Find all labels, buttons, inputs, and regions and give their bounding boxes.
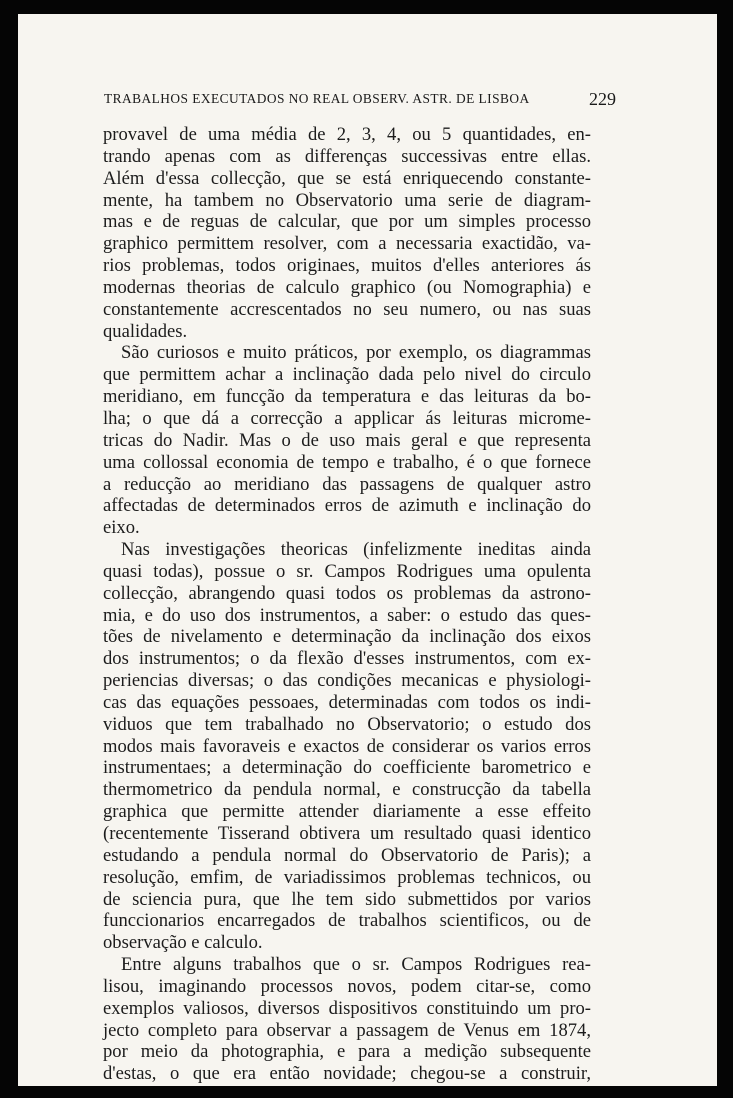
text-line: constantemente accrescentados no seu numero, ou nas suas	[103, 298, 591, 320]
text-line: trando apenas com as differenças successivas entre ellas.	[103, 145, 591, 167]
text-line: instrumentaes; a determinação do coefficiente barometrico e	[103, 757, 591, 779]
text-line: estudando a pendula normal do Observatorio de Paris); a	[103, 844, 591, 866]
text-line: São curiosos e muito práticos, por exemplo, os diagrammas	[121, 342, 591, 364]
text-line: d'estas, o que era então novidade; chegou-se a construir,	[103, 1063, 591, 1085]
text-line: de sciencia pura, que lhe tem sido submettidos por varios	[103, 888, 591, 910]
text-line: observação e calculo.	[103, 932, 263, 954]
text-line: qualidades.	[103, 320, 188, 342]
text-line: mente, ha tambem no Observatorio uma serie de diagram-	[103, 189, 591, 211]
text-line: lha; o que dá a correcção a applicar ás leituras microme-	[103, 407, 591, 429]
text-line: jecto completo para observar a passagem de Venus em 1874,	[103, 1019, 591, 1041]
running-title: TRABALHOS EXECUTADOS NO REAL OBSERV. ASTR. DE LISBOA	[104, 91, 530, 106]
text-line: graphico permittem resolver, com a necessaria exactidão, va-	[103, 233, 591, 255]
text-line: meridiano, em funcção da temperatura e das leituras da bo-	[103, 386, 591, 408]
text-line: cas das equações pessoaes, determinadas com todos os indi-	[103, 691, 591, 713]
running-header	[104, 91, 616, 107]
text-line: tricas do Nadir. Mas o de uso mais geral e que representa	[103, 429, 591, 451]
text-line: (recentemente Tisserand obtivera um resultado quasi identico	[103, 823, 591, 844]
page-number: 229	[589, 89, 616, 109]
text-line: affectadas de determinados erros de azimuth e inclinação do	[103, 495, 591, 517]
text-line: uma collossal economia de tempo e trabalho, é o que fornece	[103, 451, 591, 473]
text-line: exemplos valiosos, diversos dispositivos constituindo um pro-	[103, 997, 591, 1019]
text-line: resolução, emfim, de variadissimos problemas technicos, ou	[103, 866, 591, 888]
text-line: mas e de reguas de calcular, que por um simples processo	[103, 211, 591, 233]
text-line: mia, e do uso dos instrumentos, a saber: o estudo das ques-	[103, 604, 591, 626]
text-line: provavel de uma média de 2, 3, 4, ou 5 quantidades, en-	[103, 124, 591, 145]
text-line: modernas theorias de calculo graphico (ou Nomographia) e	[103, 276, 591, 298]
text-line: tões de nivelamento e determinação da inclinação dos eixos	[103, 626, 591, 648]
text-line: modos mais favoraveis e exactos de considerar os varios erros	[103, 735, 591, 757]
text-line: Entre alguns trabalhos que o sr. Campos Rodrigues rea-	[121, 954, 591, 976]
text-line: lisou, imaginando processos novos, podem citar-se, como	[103, 975, 591, 997]
text-line: rios problemas, todos originaes, muitos d'elles anteriores ás	[103, 255, 591, 277]
text-line: eixo.	[103, 517, 140, 539]
text-line: Nas investigações theoricas (infelizmente ineditas ainda	[121, 539, 591, 561]
text-line: viduos que tem trabalhado no Observatorio; o estudo dos	[103, 713, 591, 735]
book-page	[18, 14, 717, 1086]
text-line: que permittem achar a inclinação dada pelo nivel do circulo	[103, 364, 591, 386]
text-line: thermometrico da pendula normal, e construcção da tabella	[103, 779, 591, 801]
text-line: graphica que permitte attender diariamente a esse effeito	[103, 801, 591, 823]
text-line: quasi todas), possue o sr. Campos Rodrigues uma opulenta	[103, 560, 591, 582]
text-line: por meio da photographia, e para a medição subsequente	[103, 1041, 591, 1063]
text-line: a reducção ao meridiano das passagens de qualquer astro	[103, 473, 591, 495]
body-text	[103, 124, 591, 1085]
text-line: periencias diversas; o das condições mecanicas e physiologi-	[103, 670, 591, 692]
text-line: Além d'essa collecção, que se está enriquecendo constante-	[103, 167, 591, 189]
text-line: funccionarios encarregados de trabalhos scientificos, ou de	[103, 910, 591, 932]
text-line: collecção, abrangendo quasi todos os problemas da astrono-	[103, 582, 591, 604]
text-line: dos instrumentos; o da flexão d'esses instrumentos, com ex-	[103, 648, 591, 670]
